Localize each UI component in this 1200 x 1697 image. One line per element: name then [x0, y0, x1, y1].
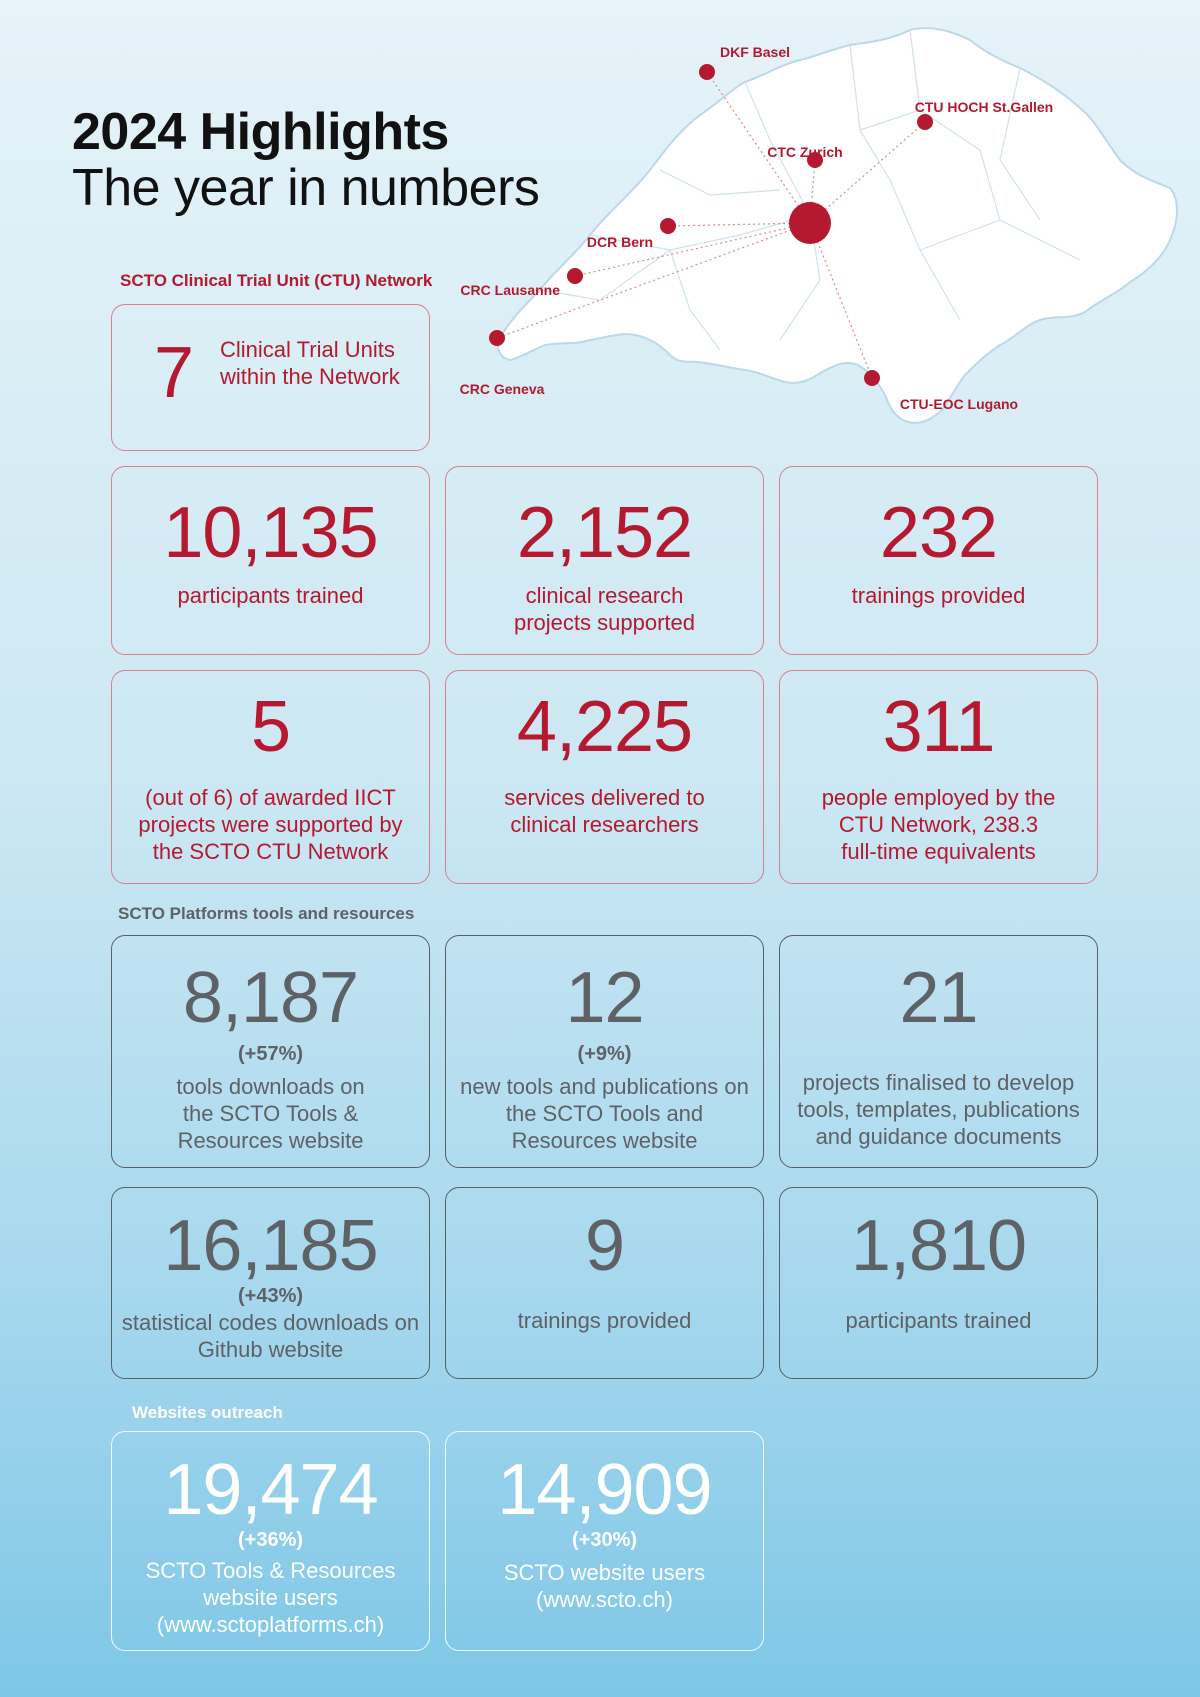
stat-description: participants trained	[845, 1308, 1032, 1333]
stat-card-code-downloads	[111, 1187, 430, 1379]
lugano-dot	[864, 370, 880, 386]
stat-number: 19,474	[163, 1450, 378, 1530]
stat-description: SCTO website users (www.scto.ch)	[503, 1560, 706, 1612]
stat-description: statistical codes downloads on Github website	[121, 1310, 420, 1362]
stat-description: (out of 6) of awarded IICT projects were supported by the SCTO CTU Network	[138, 785, 403, 864]
stat-number: 1,810	[850, 1206, 1027, 1286]
stat-description: tools downloads on the SCTO Tools & Resources website	[176, 1074, 365, 1153]
stat-card-people-employed	[779, 670, 1098, 884]
stat-card-platform-participants	[779, 1187, 1098, 1379]
section-label-platforms: SCTO Platforms tools and resources	[118, 904, 415, 923]
stat-number: 2,152	[516, 493, 693, 573]
stat-number: 7	[154, 333, 195, 413]
network-hub-dot	[789, 202, 831, 244]
stat-number: 9	[584, 1206, 625, 1286]
stat-description: trainings provided	[517, 1308, 692, 1333]
basel-dot	[699, 64, 715, 80]
stat-card-scto-website-users	[445, 1431, 764, 1651]
page-subtitle: The year in numbers	[72, 159, 540, 217]
stat-description: clinical research projects supported	[514, 583, 695, 635]
stat-change: (+43%)	[237, 1285, 304, 1307]
stat-change: (+36%)	[237, 1529, 304, 1551]
stat-card-tools-downloads	[111, 935, 430, 1168]
stat-change: (+57%)	[237, 1043, 304, 1065]
stat-description: trainings provided	[851, 583, 1026, 608]
stat-number: 14,909	[497, 1450, 712, 1530]
bern-dot	[660, 218, 676, 234]
stat-number: 4,225	[516, 687, 693, 767]
stat-number: 8,187	[182, 958, 359, 1038]
switzerland-map-graphic	[459, 20, 1180, 450]
stat-card-projects-finalised	[779, 935, 1098, 1168]
stat-change: (+9%)	[577, 1043, 632, 1065]
switzerland-outline	[498, 28, 1177, 423]
stat-description: new tools and publications on the SCTO Tools and Resources website	[460, 1074, 749, 1153]
stat-card-projects-supported	[445, 466, 764, 655]
stat-description: people employed by the CTU Network, 238.3 full-time equivalents	[821, 785, 1056, 864]
stat-change: (+30%)	[571, 1529, 638, 1551]
stat-card-units	[111, 304, 430, 451]
stat-card-iict-projects	[111, 670, 430, 884]
stat-card-participants-trained	[111, 466, 430, 655]
stat-description: services delivered to clinical researchers	[504, 785, 705, 837]
page-title: 2024 Highlights	[72, 103, 449, 161]
stat-description: SCTO Tools & Resources website users (www.sctoplatforms.ch)	[145, 1558, 396, 1637]
map-label-geneva: CRC Geneva	[459, 381, 545, 397]
map-label-lugano: CTU-EOC Lugano	[899, 396, 1019, 412]
stat-number: 12	[565, 958, 644, 1038]
stat-number: 10,135	[163, 493, 378, 573]
stat-card-platforms-website-users	[111, 1431, 430, 1651]
lausanne-dot	[567, 268, 583, 284]
section-label-network: SCTO Clinical Trial Unit (CTU) Network	[120, 271, 433, 290]
geneva-dot	[489, 330, 505, 346]
map-label-zurich: CTC Zurich	[767, 144, 843, 160]
stat-description: projects finalised to develop tools, templates, publications and guidance documents	[797, 1070, 1080, 1149]
switzerland-map	[459, 20, 1180, 450]
map-label-lausanne: CRC Lausanne	[460, 282, 560, 298]
stat-card-services-delivered	[445, 670, 764, 884]
stat-description: Clinical Trial Units within the Network	[220, 337, 400, 389]
map-label-basel: DKF Basel	[719, 44, 791, 60]
stat-card-platform-trainings	[445, 1187, 764, 1379]
map-label-bern: DCR Bern	[586, 234, 653, 250]
section-label-outreach: Websites outreach	[132, 1403, 283, 1422]
stat-card-trainings-provided	[779, 466, 1098, 655]
stgallen-dot	[917, 114, 933, 130]
map-label-stgallen: CTU HOCH St.Gallen	[914, 99, 1054, 115]
stat-number: 5	[250, 687, 291, 767]
stat-description: participants trained	[177, 583, 364, 608]
stat-number: 232	[879, 493, 998, 573]
stat-number: 16,185	[163, 1206, 378, 1286]
stat-card-new-tools	[445, 935, 764, 1168]
stat-number: 311	[882, 687, 995, 767]
stat-number: 21	[899, 958, 978, 1038]
